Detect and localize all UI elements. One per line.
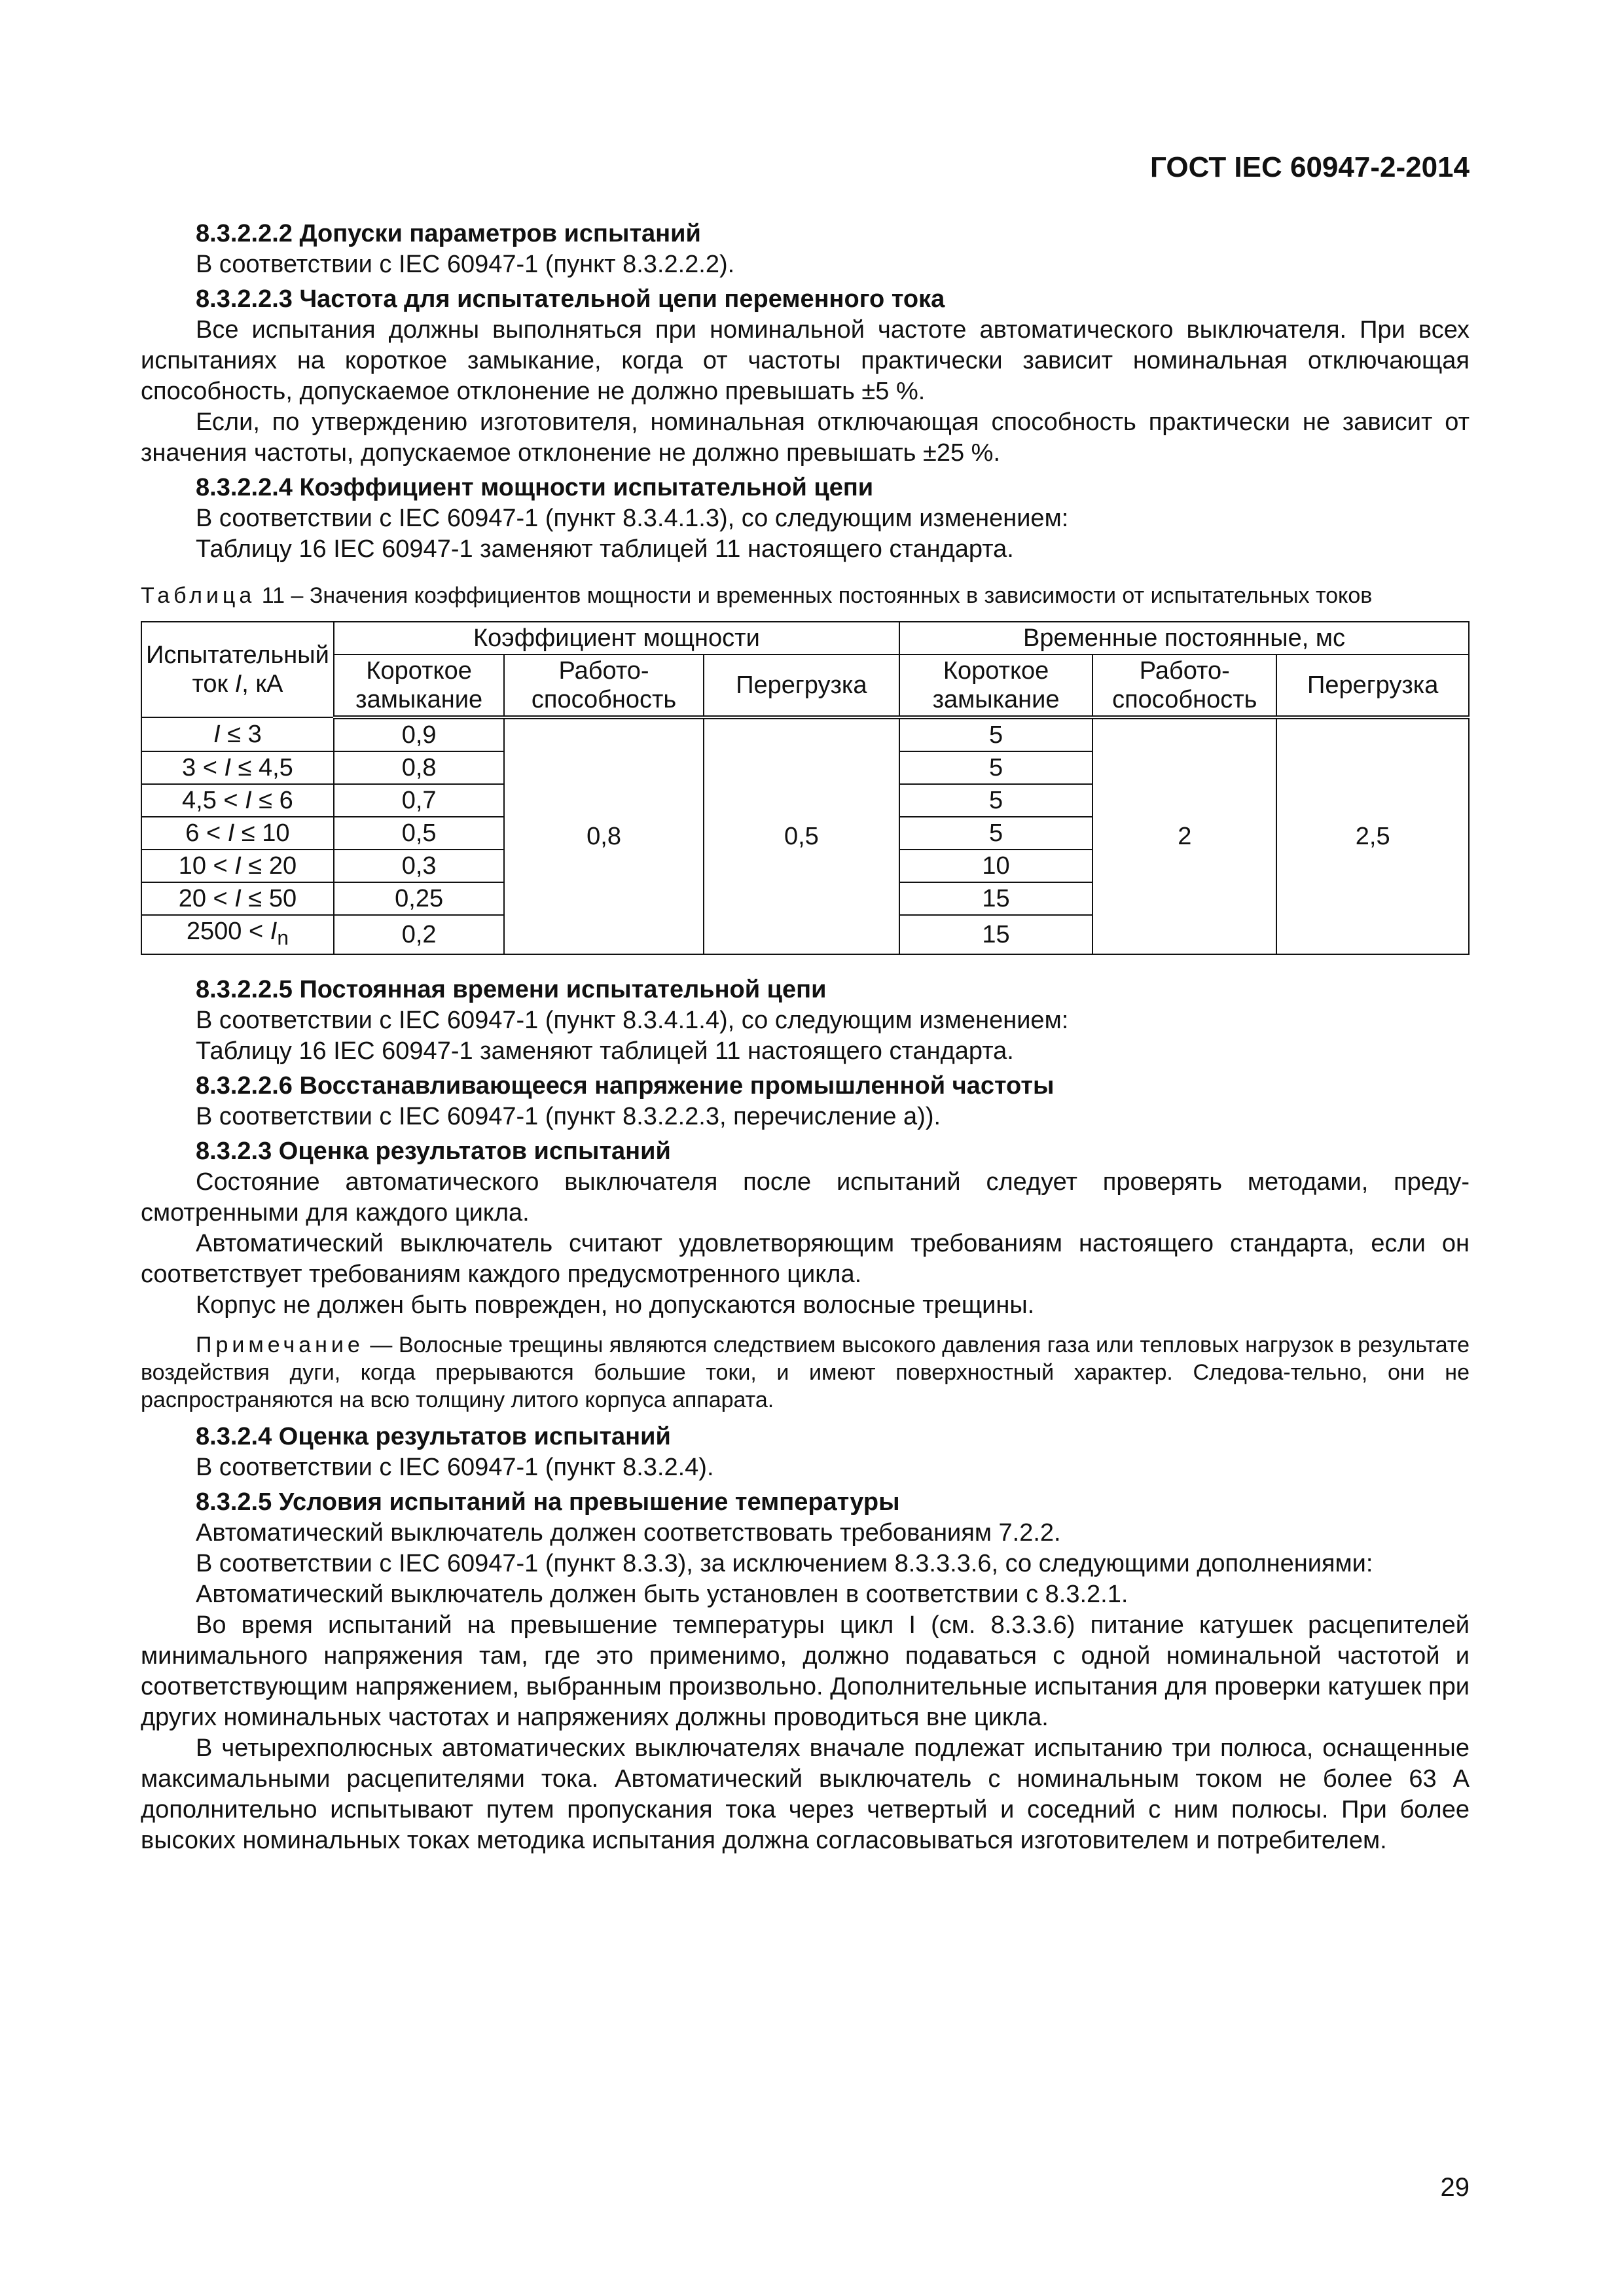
note-text: — Волосные трещины являются следствием высокого давления газа или тепловых нагрузок в результате воздействия дуги, когда прерываются большие токи, и имеют поверхностный характер. Следова-тельно, они не распространяются на всю толщину литого корпуса аппарата. xyxy=(141,1332,1470,1412)
paragraph: Автоматический выключатель должен соответствовать требованиям 7.2.2. xyxy=(196,1518,1061,1547)
paragraph: В соответствии с IEC 60947-1 (пункт 8.3.2.2.2). xyxy=(196,251,735,278)
paragraph: В соответствии с IEC 60947-1 (пункт 8.3.4.1.3), со следующим изменением: xyxy=(196,505,1069,532)
cell-pf-short: 0,3 xyxy=(334,850,505,882)
table-caption-text: 11 – Значения коэффициентов мощности и временных постоянных в зависимости от испытательных токов xyxy=(255,583,1373,608)
table-11 xyxy=(141,621,1470,955)
section-title-8-3-2-5: 8.3.2.5 Условия испытаний на превышение температуры xyxy=(196,1488,900,1516)
table-caption-label: Таблица xyxy=(141,583,256,608)
header-power-factor: Коэффициент мощности xyxy=(334,622,899,655)
section-title-8-3-2-2-3: 8.3.2.2.3 Частота для испытательной цепи переменного тока xyxy=(196,285,945,313)
header-pf-working-capacity: Работо- способность xyxy=(504,655,703,717)
paragraph: В соответствии с IEC 60947-1 (пункт 8.3.2.2.3, перечисление а)). xyxy=(196,1102,941,1130)
paragraph: В соответствии с IEC 60947-1 (пункт 8.3.3), за исключением 8.3.3.3.6, со следующими дополнениями: xyxy=(196,1549,1373,1577)
cell-tc-short: 5 xyxy=(899,751,1092,784)
paragraph: Во время испытаний на превышение температуры цикл I (см. 8.3.3.6) питание катушек расцепителей минимального напряжения там, где это применимо, должно подаваться с одной номинальной частотой и соответствующим напряжением, выбранным произвольно. Дополнительные испытания для проверки катушек при других номинальных частотах и напряжениях должны проводиться вне цикла. xyxy=(141,1611,1470,1731)
cell-tc-working: 2 xyxy=(1092,717,1276,954)
cell-pf-short: 0,2 xyxy=(334,915,505,954)
cell-tc-short: 5 xyxy=(899,784,1092,817)
paragraph: Все испытания должны выполняться при номинальной частоте автоматического выключателя. При всех испытаниях на короткое замыкание, когда от частоты практически зависит номинальная отключающая способность, допускаемое отклонение не должно превышать ±5 %. xyxy=(141,316,1470,405)
cell-current: 20 < I ≤ 50 xyxy=(141,882,334,915)
cell-pf-short: 0,8 xyxy=(334,751,505,784)
cell-current: 10 < I ≤ 20 xyxy=(141,850,334,882)
page-number: 29 xyxy=(1440,2173,1470,2202)
header-test-current: Испытательный ток I, кА xyxy=(141,622,334,717)
section-title-8-3-2-2-2: 8.3.2.2.2 Допуски параметров испытаний xyxy=(196,220,701,247)
note-label: Примечание xyxy=(196,1332,364,1357)
section-title-8-3-2-2-6: 8.3.2.2.6 Восстанавливающееся напряжение промышленной частоты xyxy=(196,1071,1055,1100)
cell-current: 3 < I ≤ 4,5 xyxy=(141,751,334,784)
paragraph: В четырехполюсных автоматических выключателях вначале подлежат испытанию три полюса, оснащенные максимальными расцепителями тока. Автоматический выключатель с номинальным током не более 63 А дополнительно испытывают путем пропускания тока через четвертый и соседний с ним полюсы. При более высоких номинальных токах методика испытания должна согласовываться изготовителем и потребителем. xyxy=(141,1734,1470,1854)
section-title-8-3-2-2-4: 8.3.2.2.4 Коэффициент мощности испытательной цепи xyxy=(196,474,874,501)
cell-pf-short: 0,9 xyxy=(334,717,505,751)
document-code: ГОСТ IEC 60947-2-2014 xyxy=(1150,151,1470,183)
cell-tc-short: 5 xyxy=(899,717,1092,751)
document-page xyxy=(141,151,1470,1856)
cell-pf-overload: 0,5 xyxy=(704,717,899,954)
section-title-8-3-2-3: 8.3.2.3 Оценка результатов испытаний xyxy=(196,1137,671,1165)
cell-pf-short: 0,25 xyxy=(334,882,505,915)
cell-tc-overload: 2,5 xyxy=(1276,717,1469,954)
cell-pf-short: 0,5 xyxy=(334,817,505,850)
header-pf-short-circuit: Короткое замыкание xyxy=(334,655,505,717)
section-title-8-3-2-2-5: 8.3.2.2.5 Постоянная времени испытательной цепи xyxy=(196,975,827,1003)
header-tc-working-capacity: Работо- способность xyxy=(1092,655,1276,717)
section-title-8-3-2-4: 8.3.2.4 Оценка результатов испытаний xyxy=(196,1422,671,1450)
paragraph: В соответствии с IEC 60947-1 (пункт 8.3.4.1.4), со следующим изменением: xyxy=(196,1006,1069,1034)
cell-pf-short: 0,7 xyxy=(334,784,505,817)
paragraph: В соответствии с IEC 60947-1 (пункт 8.3.2.4). xyxy=(196,1453,714,1481)
paragraph: Таблицу 16 IEC 60947-1 заменяют таблицей 11 настоящего стандарта. xyxy=(196,535,1014,563)
cell-current: 6 < I ≤ 10 xyxy=(141,817,334,850)
cell-current: $2500 < I_n$ xyxy=(141,915,334,954)
cell-current: I ≤ 3 xyxy=(141,717,334,751)
cell-tc-short: 10 xyxy=(899,850,1092,882)
header-tc-short-circuit: Короткое замыкание xyxy=(899,655,1092,717)
paragraph: Если, по утверждению изготовителя, номинальная отключающая способность практически не зависит от значения частоты, допускаемое отклонение не должно превышать ±25 %. xyxy=(141,408,1470,467)
paragraph: Автоматический выключатель считают удовлетворяющим требованиям настоящего стандарта, если он соответствует требованиям каждого предусмотренного цикла. xyxy=(141,1229,1470,1288)
paragraph: Корпус не должен быть поврежден, но допускаются волосные трещины. xyxy=(196,1291,1035,1319)
note xyxy=(141,1331,1470,1414)
table-caption xyxy=(141,582,1470,609)
cell-tc-short: 5 xyxy=(899,817,1092,850)
header-time-constants: Временные постоянные, мс xyxy=(899,622,1469,655)
cell-pf-working: 0,8 xyxy=(504,717,703,954)
header-tc-overload: Перегрузка xyxy=(1276,655,1469,717)
header-pf-overload: Перегрузка xyxy=(704,655,899,717)
paragraph: Таблицу 16 IEC 60947-1 заменяют таблицей 11 настоящего стандарта. xyxy=(196,1037,1014,1065)
cell-current: 4,5 < I ≤ 6 xyxy=(141,784,334,817)
cell-tc-short: 15 xyxy=(899,882,1092,915)
paragraph: Состояние автоматического выключателя после испытаний следует проверять методами, преду-смотренными для каждого цикла. xyxy=(141,1168,1470,1227)
paragraph: Автоматический выключатель должен быть установлен в соответствии с 8.3.2.1. xyxy=(196,1580,1128,1608)
table-row xyxy=(141,717,1469,751)
cell-tc-short: 15 xyxy=(899,915,1092,954)
